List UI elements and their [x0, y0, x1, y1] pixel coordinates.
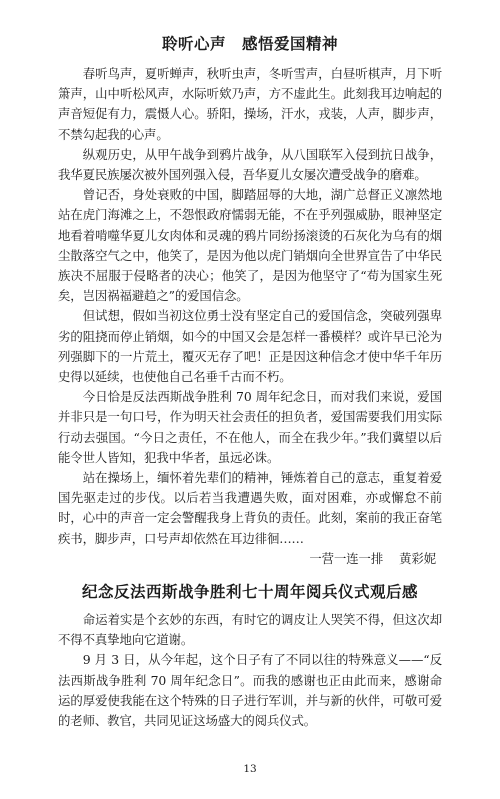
author-name: 黄彩妮 [399, 550, 436, 566]
article-body [58, 64, 442, 569]
paragraph: 但试想，假如当初这位勇士没有坚定自己的爱国信念，突破列强卑劣的阻挠而停止销烟，如今的中国又会是怎样一番模样？或许早已沦为列强脚下的一片荒土，覆灭无存了吧！正是因这种信念才使中华千年历史得以延续，也使他自己名垂千古而不朽。 [58, 308, 442, 385]
paragraph: 春听鸟声，夏听蝉声，秋听虫声，冬听雪声，白昼听棋声，月下听箫声，山中听松风声，水际听欸乃声，方不虚此生。此刻我耳边响起的声音短促有力，震慑人心。骄阳，操场，汗水，戎装，人声，脚步声，不禁勾起我的心声。 [58, 66, 442, 142]
paragraph: 今日恰是反法西斯战争胜利 70 周年纪念日，而对我们来说，爱国并非只是一句口号，作为明天社会责任的担负者，爱国需要我们用实际行动去强国。“今日之责任，不在他人，而全在我少年。”我们冀望以后能令世人皆知，犯我中华者，虽远必诛。 [58, 389, 442, 465]
article-title: 纪念反法西斯战争胜利七十周年阅兵仪式观后感 [81, 583, 418, 601]
paragraph: 曾记否，身处衰败的中国，脚踏屈辱的大地，湖广总督正义凛然地站在虎门海滩之上，不怨恨政府懦弱无能，不在乎列强威胁，眼神坚定地看着啃噬华夏儿女肉体和灵魂的鸦片同纷扬滚烫的石灰化为乌有的烟尘散落空气之中，他笑了，是因为他以虎门销烟向全世界宣告了中华民族决不屈服于侵略者的决心；他笑了，是因为他坚守了“苟为国家生死矣，岂因祸福避趋之”的爱国信念。 [58, 187, 442, 304]
author-group: 一营一连一排 [309, 550, 384, 566]
page-number: 13 [243, 763, 257, 775]
paragraph: 站在操场上，缅怀着先辈们的精神，锤炼着自己的意志，重复着爱国先驱走过的步伐。以后若当我遭遇失败，面对困难，亦或懈怠不前时，心中的声音一定会警醒我身上背负的责任。此刻，案前的我正奋笔疾书，脚步声，口号声却依然在耳边徘徊…… [58, 470, 442, 546]
author-signature [58, 549, 442, 569]
paragraph: 9 月 3 日，从今年起，这个日子有了不同以往的特殊意义——“反法西斯战争胜利 70 周年纪念日”。而我的感谢也正由此而来，感谢命运的厚爱使我能在这个特殊的日子进行军训，并与新的伙伴，可敬可爱的老师、教官，共同见证这场盛大的阅兵仪式。 [58, 652, 442, 729]
article-body [58, 610, 442, 731]
paragraph: 命运着实是个玄妙的东西，有时它的调皮让人哭笑不得，但这次却不得不真挚地向它道谢。 [58, 612, 442, 648]
article-title: 聆听心声 感悟爱国精神 [161, 35, 338, 53]
paragraph: 纵观历史，从甲午战争到鸦片战争，从八国联军入侵到抗日战争，我华夏民族屡次被外国列强入侵，吾华夏儿女屡次遭受战争的磨难。 [58, 146, 442, 183]
